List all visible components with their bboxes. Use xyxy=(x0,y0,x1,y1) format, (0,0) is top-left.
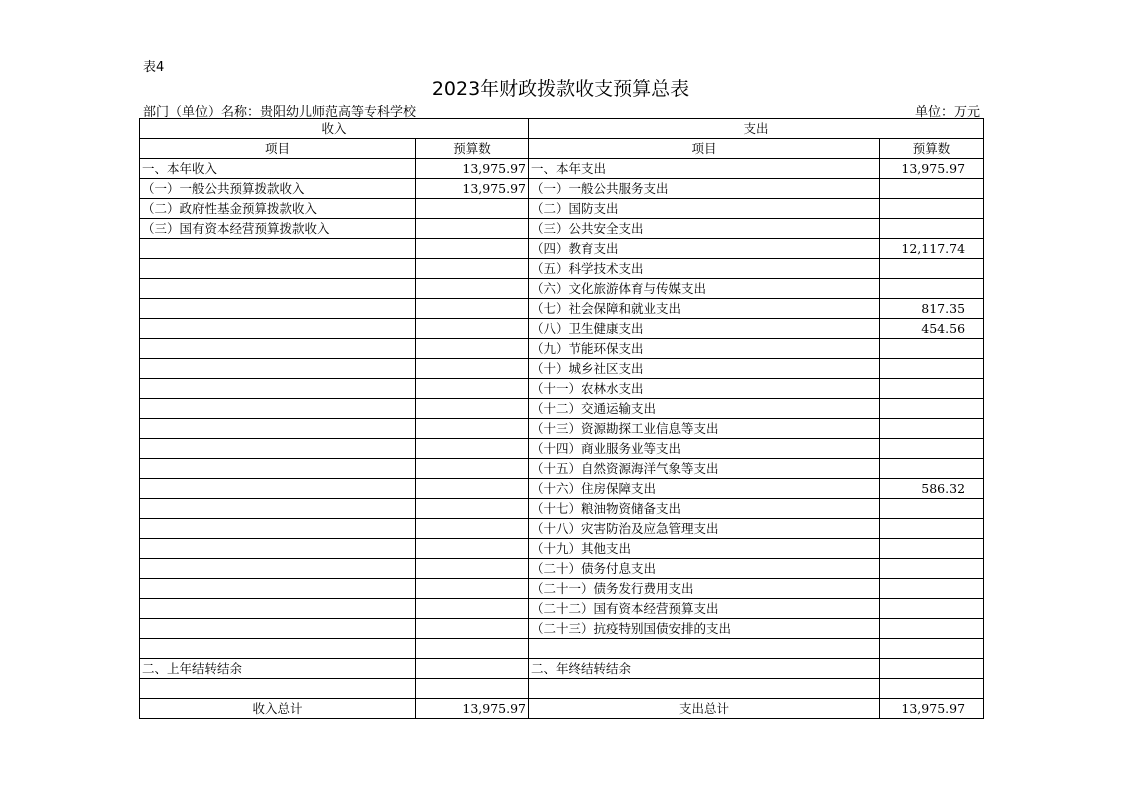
expense-item-cell: （十一）农林水支出 xyxy=(529,379,880,399)
expense-value-cell xyxy=(880,259,984,279)
income-value-cell xyxy=(416,559,529,579)
income-section-header: 收入 xyxy=(140,119,529,139)
expense-value-cell xyxy=(880,179,984,199)
income-value-cell xyxy=(416,259,529,279)
table-row xyxy=(140,539,984,559)
expense-item-cell: （十）城乡社区支出 xyxy=(529,359,880,379)
income-value-cell xyxy=(416,479,529,499)
expense-item-cell: （十六）住房保障支出 xyxy=(529,479,880,499)
table-row xyxy=(140,619,984,639)
income-item-cell xyxy=(140,399,416,419)
table-row xyxy=(140,279,984,299)
table-row xyxy=(140,379,984,399)
income-item-cell xyxy=(140,279,416,299)
table-row xyxy=(140,159,984,179)
income-value-cell xyxy=(416,459,529,479)
income-item-cell xyxy=(140,599,416,619)
income-value-cell xyxy=(416,639,529,659)
income-item-cell: （三）国有资本经营预算拨款收入 xyxy=(140,219,416,239)
income-item-cell xyxy=(140,519,416,539)
income-value-cell xyxy=(416,239,529,259)
income-item-cell xyxy=(140,499,416,519)
expense-item-cell: （八）卫生健康支出 xyxy=(529,319,880,339)
income-item-cell xyxy=(140,379,416,399)
expense-value-cell xyxy=(880,279,984,299)
expense-value-cell xyxy=(880,459,984,479)
expense-budget-header: 预算数 xyxy=(880,139,984,159)
expense-item-cell: （五）科学技术支出 xyxy=(529,259,880,279)
table-row xyxy=(140,599,984,619)
income-value-cell xyxy=(416,599,529,619)
expense-value-cell xyxy=(880,559,984,579)
expense-section-header: 支出 xyxy=(529,119,984,139)
expense-item-cell: （二十二）国有资本经营预算支出 xyxy=(529,599,880,619)
expense-value-cell xyxy=(880,619,984,639)
table-row xyxy=(140,519,984,539)
expense-value-cell xyxy=(880,379,984,399)
expense-item-cell: （十五）自然资源海洋气象等支出 xyxy=(529,459,880,479)
income-value-cell xyxy=(416,579,529,599)
expense-value-cell xyxy=(880,219,984,239)
income-value-cell xyxy=(416,519,529,539)
income-value-cell xyxy=(416,679,529,699)
expense-value-cell xyxy=(880,439,984,459)
expense-item-cell: （二十）债务付息支出 xyxy=(529,559,880,579)
income-value-cell xyxy=(416,659,529,679)
income-item-cell xyxy=(140,479,416,499)
income-value-cell xyxy=(416,619,529,639)
expense-item-cell: （四）教育支出 xyxy=(529,239,880,259)
income-total-value: 13,975.97 xyxy=(416,699,529,719)
expense-value-cell: 586.32 xyxy=(880,479,984,499)
income-item-cell xyxy=(140,459,416,479)
table-row xyxy=(140,499,984,519)
table-row xyxy=(140,459,984,479)
table-row xyxy=(140,559,984,579)
income-value-cell xyxy=(416,399,529,419)
expense-item-cell: （二）国防支出 xyxy=(529,199,880,219)
table-number-label: 表4 xyxy=(143,60,165,75)
page-title: 2023年财政拨款收支预算总表 xyxy=(431,78,690,100)
expense-item-cell: （二十三）抗疫特别国债安排的支出 xyxy=(529,619,880,639)
section-header-row xyxy=(140,119,984,139)
expense-value-cell: 454.56 xyxy=(880,319,984,339)
expense-value-cell xyxy=(880,659,984,679)
income-item-cell xyxy=(140,319,416,339)
table-row xyxy=(140,419,984,439)
expense-item-cell: （七）社会保障和就业支出 xyxy=(529,299,880,319)
table-row xyxy=(140,639,984,659)
expense-item-cell xyxy=(529,679,880,699)
income-item-cell xyxy=(140,559,416,579)
income-item-cell xyxy=(140,339,416,359)
income-item-cell xyxy=(140,539,416,559)
expense-value-cell xyxy=(880,679,984,699)
income-item-cell: 二、上年结转结余 xyxy=(140,659,416,679)
expense-value-cell xyxy=(880,639,984,659)
expense-total-value: 13,975.97 xyxy=(880,699,984,719)
totals-row xyxy=(140,699,984,719)
expense-item-cell: （十三）资源勘探工业信息等支出 xyxy=(529,419,880,439)
income-item-cell xyxy=(140,579,416,599)
income-item-cell: （二）政府性基金预算拨款收入 xyxy=(140,199,416,219)
income-item-cell xyxy=(140,419,416,439)
income-value-cell: 13,975.97 xyxy=(416,159,529,179)
expense-item-cell: （一）一般公共服务支出 xyxy=(529,179,880,199)
income-item-cell: （一）一般公共预算拨款收入 xyxy=(140,179,416,199)
expense-value-cell xyxy=(880,499,984,519)
expense-value-cell xyxy=(880,339,984,359)
table-row xyxy=(140,659,984,679)
expense-value-cell: 13,975.97 xyxy=(880,159,984,179)
income-value-cell xyxy=(416,539,529,559)
expense-item-cell: （十四）商业服务业等支出 xyxy=(529,439,880,459)
income-item-cell xyxy=(140,619,416,639)
unit-label: 单位：万元 xyxy=(914,105,980,120)
income-item-cell xyxy=(140,359,416,379)
expense-value-cell: 817.35 xyxy=(880,299,984,319)
income-value-cell xyxy=(416,439,529,459)
table-row xyxy=(140,339,984,359)
income-value-cell xyxy=(416,359,529,379)
table-row xyxy=(140,299,984,319)
expense-item-cell: （三）公共安全支出 xyxy=(529,219,880,239)
expense-item-cell xyxy=(529,639,880,659)
expense-value-cell xyxy=(880,539,984,559)
expense-value-cell xyxy=(880,359,984,379)
income-value-cell xyxy=(416,499,529,519)
income-item-cell xyxy=(140,639,416,659)
expense-value-cell xyxy=(880,599,984,619)
table-row xyxy=(140,239,984,259)
expense-value-cell xyxy=(880,199,984,219)
table-row xyxy=(140,579,984,599)
expense-item-cell: （六）文化旅游体育与传媒支出 xyxy=(529,279,880,299)
table-row xyxy=(140,479,984,499)
income-item-cell xyxy=(140,299,416,319)
table-row xyxy=(140,179,984,199)
table-row xyxy=(140,259,984,279)
income-budget-header: 预算数 xyxy=(416,139,529,159)
table-row xyxy=(140,679,984,699)
expense-value-cell xyxy=(880,519,984,539)
table-row xyxy=(140,319,984,339)
table-row xyxy=(140,199,984,219)
income-value-cell xyxy=(416,199,529,219)
income-value-cell xyxy=(416,379,529,399)
expense-item-cell: （十二）交通运输支出 xyxy=(529,399,880,419)
expense-item-cell: （十九）其他支出 xyxy=(529,539,880,559)
expense-item-cell: （十八）灾害防治及应急管理支出 xyxy=(529,519,880,539)
expense-item-cell: 一、本年支出 xyxy=(529,159,880,179)
expense-item-cell: （九）节能环保支出 xyxy=(529,339,880,359)
table-row xyxy=(140,399,984,419)
income-item-cell xyxy=(140,679,416,699)
income-value-cell: 13,975.97 xyxy=(416,179,529,199)
income-item-header: 项目 xyxy=(140,139,416,159)
income-item-cell xyxy=(140,439,416,459)
department-name: 部门（单位）名称：贵阳幼儿师范高等专科学校 xyxy=(143,105,417,120)
expense-item-cell: （十七）粮油物资储备支出 xyxy=(529,499,880,519)
income-value-cell xyxy=(416,279,529,299)
table-row xyxy=(140,219,984,239)
expense-item-cell: （二十一）债务发行费用支出 xyxy=(529,579,880,599)
table-row xyxy=(140,439,984,459)
expense-item-cell: 二、年终结转结余 xyxy=(529,659,880,679)
income-value-cell xyxy=(416,319,529,339)
income-item-cell xyxy=(140,259,416,279)
income-value-cell xyxy=(416,299,529,319)
budget-table xyxy=(139,118,984,719)
income-item-cell: 一、本年收入 xyxy=(140,159,416,179)
expense-total-label: 支出总计 xyxy=(529,699,880,719)
expense-value-cell xyxy=(880,579,984,599)
income-item-cell xyxy=(140,239,416,259)
expense-value-cell: 12,117.74 xyxy=(880,239,984,259)
income-value-cell xyxy=(416,339,529,359)
income-value-cell xyxy=(416,419,529,439)
table-row xyxy=(140,359,984,379)
column-header-row xyxy=(140,139,984,159)
income-total-label: 收入总计 xyxy=(140,699,416,719)
expense-value-cell xyxy=(880,399,984,419)
expense-item-header: 项目 xyxy=(529,139,880,159)
expense-value-cell xyxy=(880,419,984,439)
income-value-cell xyxy=(416,219,529,239)
